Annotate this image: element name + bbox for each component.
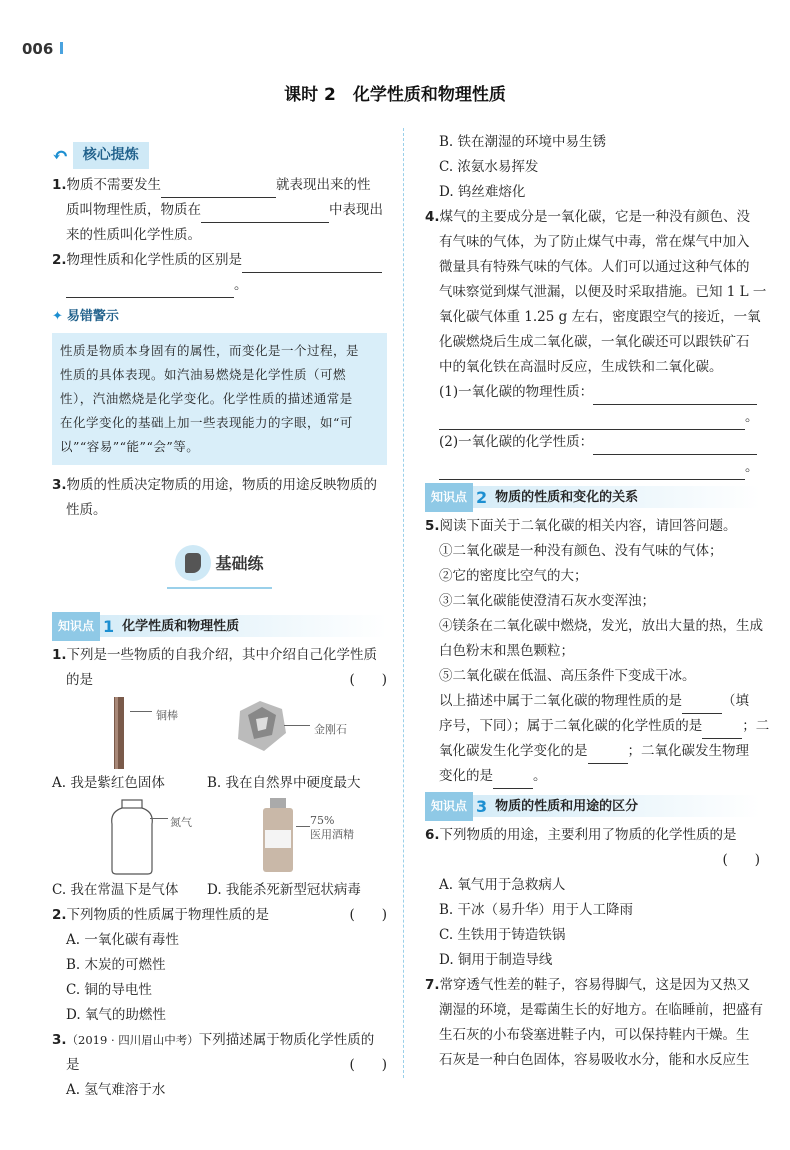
copper-rod-label: 铜棒	[156, 709, 178, 722]
question-4: 4.煤气的主要成分是一氧化碳，它是一种没有颜色、没 有气味的气体，为了防止煤气中毒，常在煤气中加入 微量具有特殊气味的气体。人们可以通过这种气体的 气味察觉到煤气泄漏，以便及时采取措施。已知 1 L 一 氧化碳气体重 1.25 g 左右，密度跟空气的接近，一氧 化碳燃烧后生成二氧化碳，一氧化碳还可以跟铁矿石 中的氧化铁在高温时反应，生成铁和二氧化碳。 (1)一氧化碳的物理性质： 。 (2)一氧化碳的化学性质： 。	[425, 205, 760, 480]
diamond-label: 金刚石	[314, 723, 347, 736]
core-item-2: 2.物理性质和化学性质的区别是	[52, 248, 387, 273]
knowledge-point-1: 知识点 1 化学性质和物理性质	[52, 615, 387, 637]
gas-bottle-image	[108, 798, 158, 876]
knowledge-point-2: 知识点 2 物质的性质和变化的关系	[425, 486, 760, 508]
martial-arts-figure-icon	[175, 545, 211, 581]
basic-practice-banner: 基础练	[52, 545, 387, 595]
blank[interactable]	[588, 748, 628, 764]
alcohol-label: 75% 医用酒精	[310, 814, 354, 841]
warning-header: ✦ 易错警示	[52, 309, 119, 324]
core-item-1: 1.物质不需要发生 就表现出来的性	[52, 173, 387, 198]
blank[interactable]	[682, 698, 722, 714]
page-number-mark	[60, 42, 63, 54]
blank[interactable]	[439, 414, 745, 430]
column-divider	[403, 128, 404, 1078]
warning-box: 性质是物质本身固有的属性，而变化是一个过程，是 性质的具体表现。如汽油易燃烧是化学性质（可燃 性），汽油燃烧是化学变化。化学性质的描述通常是 在化学变化的基础上加一些表现能力的字眼，如“可 以”“容易”“能”“会”等。	[52, 333, 387, 465]
answer-paren[interactable]: ( )	[349, 1057, 387, 1073]
left-column: ↶ 核心提炼 1.物质不需要发生 就表现出来的性 质叫物理性质，物质在 中表现出 来的性质叫化学性质。 2.物理性质和化学性质的区别是 。 ✦ 易错警示 性质是物质本身固有的属性，而变化是一个过程，是 性质的具体表现。如汽油易燃烧是化学性质（可燃 性），汽油燃烧是化学变化。化学性质的描述通常是 在化学变化的基础上加一些表现能力的字眼，如“可 以”“容易”“能”“会”等。 3.物质的性质决定物质的用途，物质的用途反映物质的 性质。 基础练 知识点 1 化学性质和物理性质 1.下列是一些物质的自我介绍，其中介绍自己化学性质 的是 ( ) 铜棒 金刚石 A. 我是紫红色固体 B. 我在自然界中硬度最大 氮气 75% 医用酒精 C. 我在常温下是气体 D. 我能杀死新型冠状病毒 2.下列物质的性质属于物理性质的是 ( ) A. 一氧化碳有毒性 B. 木炭的可燃性 C. 铜的导电性 D. 氧气的助燃性 3.（2019 · 四川眉山中考）下列描述属于物质化学性质的 是 ( ) A. 氢气难溶于水	[52, 135, 387, 1103]
page-number: 006	[22, 40, 54, 58]
question-5: 5.阅读下面关于二氧化碳的相关内容，请回答问题。 ①二氧化碳是一种没有颜色、没有气味的气体； ②它的密度比空气的大； ③二氧化碳能使澄清石灰水变浑浊； ④镁条在二氧化碳中燃烧，发光，放出大量的热，生成 白色粉末和黑色颗粒； ⑤二氧化碳在低温、高压条件下变成干冰。 以上描述中属于二氧化碳的物理性质的是 （填 序号，下同）；属于二氧化碳的化学性质的是 ；二 氧化碳发生化学变化的是 ；二氧化碳发生物理 变化的是 。	[425, 514, 760, 789]
blank[interactable]	[161, 182, 276, 198]
knowledge-point-3: 知识点 3 物质的性质和用途的区分	[425, 795, 760, 817]
blank[interactable]	[493, 773, 533, 789]
blank[interactable]	[593, 389, 757, 405]
copper-rod-image	[110, 697, 130, 769]
answer-paren[interactable]: ( )	[349, 907, 387, 923]
blank[interactable]	[593, 439, 757, 455]
blank[interactable]	[201, 207, 329, 223]
nitrogen-label: 氮气	[170, 816, 192, 829]
core-item-3: 3.物质的性质决定物质的用途，物质的用途反映物质的	[52, 477, 378, 493]
answer-paren[interactable]: ( )	[722, 852, 760, 868]
question-7: 7.常穿透气性差的鞋子，容易得脚气，这是因为又热又 潮湿的环境，是霉菌生长的好地方。在临睡前，把盛有 生石灰的小布袋塞进鞋子内，可以保持鞋内干燥。生 石灰是一种白色固体，容易吸收水分，能和水反应生	[425, 977, 763, 1068]
alcohol-bottle-image	[258, 798, 298, 874]
puzzle-icon: ✦	[52, 309, 63, 324]
return-arrow-icon: ↶	[52, 142, 69, 167]
diamond-image	[230, 699, 290, 753]
blank[interactable]	[702, 723, 742, 739]
question-2: 2.下列物质的性质属于物理性质的是 ( ) A. 一氧化碳有毒性 B. 木炭的可燃性 C. 铜的导电性 D. 氧气的助燃性	[52, 903, 387, 1028]
question-1: 1.下列是一些物质的自我介绍，其中介绍自己化学性质 的是 ( ) 铜棒 金刚石 A. 我是紫红色固体 B. 我在自然界中硬度最大 氮气 75% 医用酒精 C. 我在常温下是气体 D. 我能杀死新型冠状病毒	[52, 647, 387, 898]
right-column: B. 铁在潮湿的环境中易生锈 C. 浓氨水易挥发 D. 钨丝难熔化 4.煤气的主要成分是一氧化碳，它是一种没有颜色、没 有气味的气体，为了防止煤气中毒，常在煤气中加入 微量具有特殊气味的气体。人们可以通过这种气体的 气味察觉到煤气泄漏，以便及时采取措施。已知 1 L 一 氧化碳气体重 1.25 g 左右，密度跟空气的接近，一氧 化碳燃烧后生成二氧化碳，一氧化碳还可以跟铁矿石 中的氧化铁在高温时反应，生成铁和二氧化碳。 (1)一氧化碳的物理性质： 。 (2)一氧化碳的化学性质： 。 知识点 2 物质的性质和变化的关系 5.阅读下面关于二氧化碳的相关内容，请回答问题。 ①二氧化碳是一种没有颜色、没有气味的气体； ②它的密度比空气的大； ③二氧化碳能使澄清石灰水变浑浊； ④镁条在二氧化碳中燃烧，发光，放出大量的热，生成 白色粉末和黑色颗粒； ⑤二氧化碳在低温、高压条件下变成干冰。 以上描述中属于二氧化碳的物理性质的是 （填 序号，下同）；属于二氧化碳的化学性质的是 ；二 氧化碳发生化学变化的是 ；二氧化碳发生物理 变化的是 。 知识点 3 物质的性质和用途的区分 6.下列物质的用途，主要利用了物质的化学性质的是 ( ) A. 氧气用于急救病人 B. 干冰（易升华）用于人工降雨 C. 生铁用于铸造铁锅 D. 铜用于制造导线 7.常穿透气性差的鞋子，容易得脚气，这是因为又热又 潮湿的环境，是霉菌生长的好地方。在临睡前，把盛有 生石灰的小布袋塞进鞋子内，可以保持鞋内干燥。生 石灰是一种白色固体，容易吸收水分，能和水反应生	[425, 130, 760, 1073]
blank[interactable]	[242, 257, 382, 273]
blank[interactable]	[439, 464, 745, 480]
page-title: 课时 2 化学性质和物理性质	[284, 85, 506, 105]
question-6: 6.下列物质的用途，主要利用了物质的化学性质的是 ( ) A. 氧气用于急救病人 B. 干冰（易升华）用于人工降雨 C. 生铁用于铸造铁锅 D. 铜用于制造导线	[425, 827, 760, 968]
answer-paren[interactable]: ( )	[349, 672, 387, 688]
question-3: 3.（2019 · 四川眉山中考）下列描述属于物质化学性质的 是 ( ) A. 氢气难溶于水	[52, 1032, 387, 1098]
core-header: ↶ 核心提炼	[52, 143, 387, 167]
blank[interactable]	[66, 282, 234, 298]
